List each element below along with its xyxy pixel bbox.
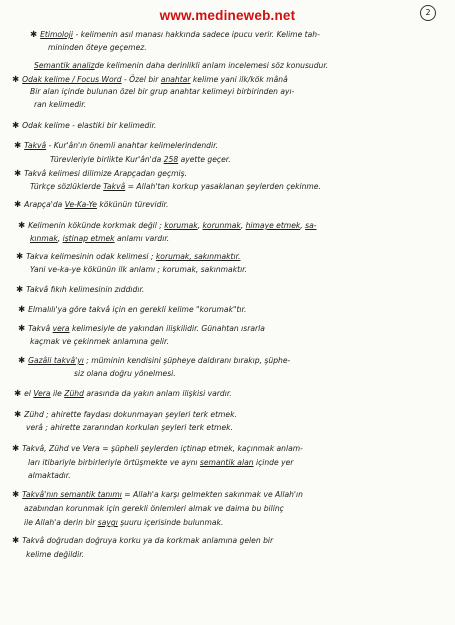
underlined-term: Semantik analiz [34,61,95,70]
underlined-term: iştinap etmek [62,234,115,243]
underlined-term: saygı [97,518,118,527]
underlined-term: Etimoloji [40,30,74,39]
note-line [30,30,320,40]
note-line [18,324,265,334]
note-line [12,75,288,85]
notes-content [0,24,455,625]
note-line [34,61,328,71]
underlined-term: Odak kelime / Focus Word [22,75,122,84]
underlined-term: Takvâ [24,141,47,150]
note-line [12,121,156,131]
note-text: Takvâ fıkıh kelimesinin zıddıdır. [26,285,145,294]
underlined-term: korumak, sakınmaktır. [155,252,241,261]
note-text: = Allah'tan korkup yasaklanan şeylerden çekinme. [125,182,321,191]
note-text: kelimesiyle de yakından ilişkilidir. Günahtan ısrarla [69,324,265,333]
note-text: ları itibariyle birbirleriyle örtüşmekte ve aynı [28,458,200,467]
note-text: Türkçe sözlüklerde [30,182,104,191]
note-text: içinde yer [253,458,294,467]
note-line [24,504,284,514]
note-text: , [197,221,203,230]
note-text: kelime yani ilk/kök mânâ [190,75,288,84]
note-line [30,234,169,244]
note-text: = Allah'a karşı gelmekten sakınmak ve Allah'ın [121,490,303,499]
underlined-term: Ve-Ka-Ye [64,200,97,209]
note-text: Takvâ kelimesi dilimize Arapçadan geçmiş. [24,169,188,178]
note-text: Yani ve-ka-ye kökünün ilk anlamı ; korumak, sakınmaktır. [30,265,248,274]
note-line [14,169,187,179]
underlined-term: Gazâli takvâ'yı [28,356,84,365]
site-url: www.medineweb.net [159,8,296,23]
note-text: Türevleriyle birlikte Kur'ân'da [50,155,164,164]
note-text: mininden öteye geçemez. [48,43,147,52]
note-line [34,100,86,110]
note-line [48,43,147,53]
note-text: Odak kelime - elastiki bir kelimedir. [22,121,157,130]
note-text: - Özel bir [121,75,161,84]
note-line [30,265,247,275]
note-text: kelime değildir. [26,550,85,559]
note-line [14,410,237,420]
underlined-term: sa- [305,221,317,230]
note-line [12,536,273,546]
note-text: Takvâ [28,324,53,333]
note-text: - kelimenin asıl manası hakkında sadece ipucu verir. Kelime tah- [73,30,320,39]
note-text: , [300,221,306,230]
note-text: ile Allah'a derin bir [24,518,98,527]
note-text: kökünün türevidir. [96,200,169,209]
page-number: 2 [420,5,436,21]
note-line [14,141,218,151]
note-text: verâ ; ahirette zararından korkulan şeyleri terk etmek. [26,423,233,432]
note-text: Takvâ doğrudan doğruya korku ya da korkmak anlamına gelen bir [22,536,274,545]
note-text: azabından korunmak için gerekli önlemleri almak ve daima bu bilinç [24,504,284,513]
underlined-term: kınmak [30,234,58,243]
note-line [12,444,303,454]
note-text: Zühd ; ahirette faydası dokunmayan şeyleri terk etmek. [24,410,237,419]
underlined-term: himaye etmek [245,221,301,230]
note-text: ; müminin kendisini şüpheye daldıranı bırakıp, şüphe- [83,356,291,365]
note-text: - Kur'ân'ın önemli anahtar kelimelerindendir. [46,141,218,150]
note-text: kaçmak ve çekinmek anlamına gelir. [30,337,169,346]
note-line [28,471,71,481]
note-line [16,252,240,262]
note-text: Takvâ, Zühd ve Vera = şüpheli şeylerden içtinap etmek, kaçınmak anlam- [22,444,303,453]
note-text: Kelimenin kökünde korkmak değil ; [28,221,165,230]
underlined-term: Zühd [64,389,84,398]
note-line [14,200,168,210]
note-line [18,305,246,315]
note-line [28,458,293,468]
note-text: , [57,234,63,243]
note-text: siz olana doğru yönelmesi. [74,369,176,378]
note-line [16,285,144,295]
note-text: ayette geçer. [178,155,231,164]
note-line [24,518,223,528]
underlined-term: Takvâ'nın semantik tanımı [22,490,122,499]
note-line [18,356,290,366]
note-line [12,490,303,500]
underlined-term: semantik alan [199,458,254,467]
note-text: , [240,221,246,230]
note-text: ile [50,389,65,398]
note-line [50,155,231,165]
note-text: almaktadır. [28,471,71,480]
note-line [18,221,316,231]
underlined-term: korumak [164,221,198,230]
underlined-term: Takvâ [103,182,126,191]
note-text: arasında da yakın anlam ilişkisi vardır. [83,389,232,398]
note-text: Elmalılı'ya göre takvâ için en gerekli kelime "korumak"tır. [28,305,247,314]
note-line [30,87,294,97]
underlined-term: korunmak [202,221,241,230]
underlined-term: Vera [33,389,51,398]
note-text: Bir alan içinde bulunan özel bir grup anahtar kelimeyi birbirinden ayı- [30,87,295,96]
note-text: anlamı vardır. [114,234,170,243]
note-text: Takva kelimesinin odak kelimesi ; [26,252,156,261]
note-text: Arapça'da [24,200,65,209]
note-text: de kelimenin daha derinlikli anlam incelemesi söz konusudur. [94,61,329,70]
note-text: ran kelimedir. [34,100,87,109]
note-line [14,389,232,399]
note-text: şuuru içerisinde bulunmak. [117,518,224,527]
underlined-term: 258 [163,155,179,164]
note-line [26,423,233,433]
note-text: el [24,389,34,398]
note-line [74,369,176,379]
underlined-term: vera [52,324,70,333]
underlined-term: anahtar [160,75,191,84]
note-line [30,182,321,192]
note-line [30,337,169,347]
note-line [26,550,84,560]
